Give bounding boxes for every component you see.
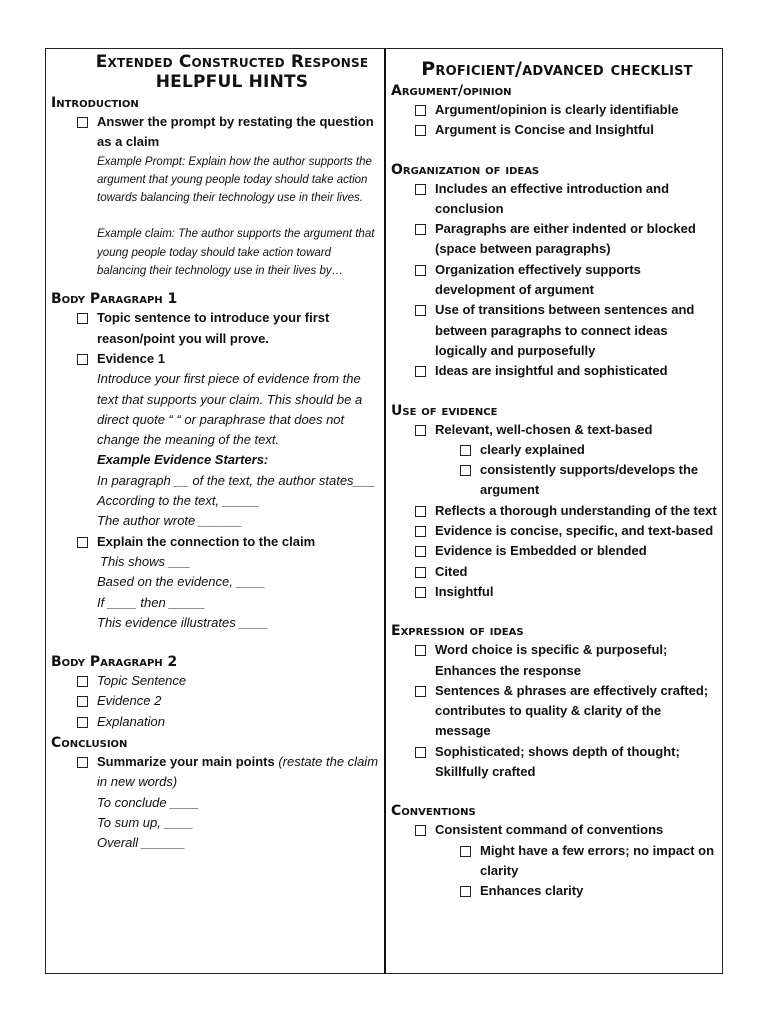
checkbox-icon[interactable] [415, 366, 426, 377]
evidence-1-item[interactable]: Evidence 1 [51, 349, 379, 369]
checklist-item[interactable]: Paragraphs are either indented or blocked (space between paragraphs) [391, 219, 717, 260]
checklist-item[interactable]: Reflects a thorough understanding of the text [391, 501, 717, 521]
checkbox-icon[interactable] [415, 546, 426, 557]
checkbox-icon[interactable] [415, 747, 426, 758]
checklist-column [391, 52, 717, 902]
checkbox-icon[interactable] [415, 105, 426, 116]
checklist-item[interactable]: Sophisticated; shows depth of thought; Skillfully crafted [391, 742, 717, 783]
topic-sentence-item[interactable]: Topic sentence to introduce your first reason/point you will prove. [51, 308, 379, 349]
evidence-starters-heading: Example Evidence Starters: [97, 452, 269, 468]
checkbox-icon[interactable] [77, 313, 88, 324]
checklist-item[interactable]: Relevant, well-chosen & text-based [391, 420, 717, 440]
checkbox-icon[interactable] [77, 757, 88, 768]
conclusion-example: To conclude ____ [97, 794, 200, 810]
checkbox-icon[interactable] [415, 125, 426, 136]
checkbox-icon[interactable] [415, 265, 426, 276]
checkbox-icon[interactable] [415, 184, 426, 195]
body2-item[interactable]: Topic Sentence [51, 671, 379, 691]
checklist-item[interactable]: Consistent command of conventions [391, 820, 717, 840]
checklist-subitem[interactable]: Might have a few errors; no impact on clarity [391, 841, 717, 882]
evidence-description: Introduce your first piece of evidence from the text that supports your claim. This should be a direct quote “ “ or paraphrase that does not change the meaning of the text. [97, 371, 363, 448]
explain-example: Based on the evidence, ____ [97, 574, 266, 590]
checklist-item[interactable]: Word choice is specific & purposeful; Enhances the response [391, 640, 717, 681]
introduction-heading: Introduction [51, 95, 139, 111]
body-paragraph-1-heading: Body Paragraph 1 [51, 291, 178, 308]
checkbox-icon[interactable] [415, 567, 426, 578]
body2-item[interactable]: Evidence 2 [51, 691, 379, 711]
conventions-heading: Conventions [391, 803, 476, 820]
body2-item[interactable]: Explanation [51, 712, 379, 732]
hints-title: Extended Constructed Response HELPFUL HINTS [95, 52, 369, 92]
checkbox-icon[interactable] [415, 305, 426, 316]
body-paragraph-2-heading: Body Paragraph 2 [51, 654, 178, 671]
explain-connection-item[interactable]: Explain the connection to the claim [51, 532, 379, 552]
checkbox-icon[interactable] [77, 676, 88, 687]
evidence-starter: In paragraph __ of the text, the author states___ [97, 472, 376, 488]
helpful-hints-column [51, 52, 379, 854]
checkbox-icon[interactable] [415, 825, 426, 836]
checklist-item[interactable]: Evidence is Embedded or blended [391, 541, 717, 561]
checklist-item[interactable]: Evidence is concise, specific, and text-based [391, 521, 717, 541]
checklist-item[interactable]: Sentences & phrases are effectively crafted; contributes to quality & clarity of the message [391, 681, 717, 742]
checkbox-icon[interactable] [415, 686, 426, 697]
checklist-item[interactable]: Use of transitions between sentences and between paragraphs to connect ideas logically and purposefully [391, 300, 717, 361]
organization-heading: Organization of ideas [391, 161, 540, 178]
intro-checklist-item[interactable]: Answer the prompt by restating the question as a claim [51, 112, 379, 153]
checklist-subitem[interactable]: clearly explained [391, 440, 717, 460]
checkbox-icon[interactable] [77, 117, 88, 128]
evidence-starter: According to the text, _____ [97, 493, 259, 509]
checklist-item[interactable]: Argument/opinion is clearly identifiable [391, 100, 717, 120]
checkbox-icon[interactable] [415, 526, 426, 537]
checkbox-icon[interactable] [460, 445, 471, 456]
argument-heading: Argument/opinion [391, 83, 512, 99]
checkbox-icon[interactable] [415, 587, 426, 598]
conclusion-example: Overall ______ [97, 835, 186, 851]
explain-example: This evidence illustrates ____ [97, 614, 269, 630]
evidence-starter: The author wrote ______ [97, 513, 243, 529]
checklist-item[interactable]: Organization effectively supports development of argument [391, 260, 717, 301]
column-divider [384, 48, 386, 974]
evidence-heading: Use of evidence [391, 402, 498, 419]
checkbox-icon[interactable] [415, 224, 426, 235]
summarize-item[interactable]: Summarize your main points (restate the claim in new words) [51, 752, 379, 793]
checkbox-icon[interactable] [460, 886, 471, 897]
expression-heading: Expression of ideas [391, 623, 524, 640]
checkbox-icon[interactable] [77, 537, 88, 548]
checkbox-icon[interactable] [460, 846, 471, 857]
checklist-item[interactable]: Insightful [391, 582, 717, 602]
checklist-item[interactable]: Includes an effective introduction and conclusion [391, 179, 717, 220]
checklist-title: Proficient/advanced checklist [421, 58, 693, 80]
checkbox-icon[interactable] [77, 717, 88, 728]
checkbox-icon[interactable] [77, 354, 88, 365]
example-prompt: Example Prompt: Explain how the author supports the argument that young people today should take action towards balancing their technology use in their lives. [97, 155, 372, 205]
checkbox-icon[interactable] [460, 465, 471, 476]
checklist-item[interactable]: Ideas are insightful and sophisticated [391, 361, 717, 381]
checkbox-icon[interactable] [415, 506, 426, 517]
checklist-subitem[interactable]: consistently supports/develops the argument [391, 460, 717, 501]
explain-example: This shows ___ [100, 553, 191, 569]
checklist-subitem[interactable]: Enhances clarity [391, 881, 717, 901]
checklist-item[interactable]: Argument is Concise and Insightful [391, 120, 717, 140]
example-claim: Example claim: The author supports the argument that young people today should take action toward balancing their technology use in their lives by… [97, 228, 375, 278]
checkbox-icon[interactable] [415, 645, 426, 656]
checklist-item[interactable]: Cited [391, 562, 717, 582]
explain-example: If ____ then _____ [97, 594, 206, 610]
conclusion-heading: Conclusion [51, 735, 128, 752]
conclusion-example: To sum up, ____ [97, 814, 194, 830]
checkbox-icon[interactable] [415, 425, 426, 436]
checkbox-icon[interactable] [77, 696, 88, 707]
